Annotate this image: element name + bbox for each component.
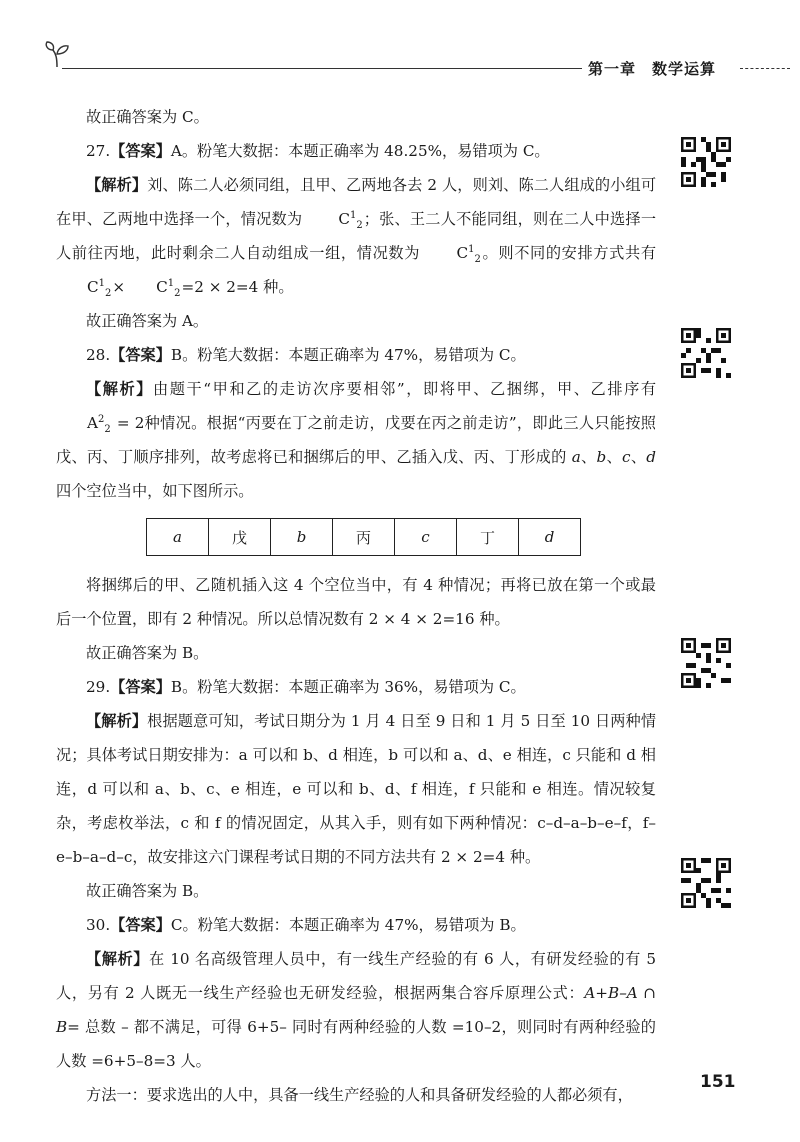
page-content <box>56 100 656 1112</box>
page-header <box>0 0 800 90</box>
q29-number: 29. <box>86 678 111 696</box>
q29-conclusion: 故正确答案为 B。 <box>86 882 209 900</box>
q30-number: 30. <box>86 916 111 934</box>
q29-answer <box>56 670 656 704</box>
q28-answer-text: B。粉笔大数据：本题正确率为 47%，易错项为 C。 <box>170 346 526 364</box>
q27-explanation-label: 【解析】 <box>86 176 148 194</box>
q27-answer-label: 【答案】 <box>110 142 171 160</box>
q30-answer-text: C。粉笔大数据：本题正确率为 47%，易错项为 B。 <box>170 916 526 934</box>
q27-explanation: 【解析】刘、陈二人必须同组，且甲、乙两地各去 2 人，则刘、陈二人组成的小组可在甲、乙两地中选择一个，情况数为 $C^1_2$；张、王二人不能同组，则在二人中选择一人前往丙地，此时剩余二人自动组成一组，情况数为 $C^1_2$。则不同的安排方式共有 $C^1_2\times C^1_2=2 \times 2=4$ 种。 <box>56 168 656 304</box>
header-rule-left <box>62 68 582 69</box>
combination-c21: $C^1_2$ <box>156 277 181 300</box>
qr-code-icon[interactable] <box>681 638 731 688</box>
qr-code-icon[interactable] <box>681 137 731 187</box>
chapter-heading <box>588 58 716 79</box>
slot-cell: d <box>519 519 581 556</box>
q28-number: 28. <box>86 346 111 364</box>
combination-c21: $C^1_2$ <box>338 209 363 232</box>
q27-answer-text: A。粉笔大数据：本题正确率为 48.25%，易错项为 C。 <box>170 142 550 160</box>
q26-conclusion: 故正确答案为 C。 <box>86 108 209 126</box>
chapter-title: 数学运算 <box>652 60 717 78</box>
q27-answer <box>56 134 656 168</box>
table-row <box>147 519 581 556</box>
q28-conclusion: 故正确答案为 B。 <box>86 644 209 662</box>
q27-number: 27. <box>86 142 111 160</box>
q30-answer-label: 【答案】 <box>110 916 171 934</box>
slot-cell: a <box>147 519 209 556</box>
combination-c21: $C^1_2$ <box>87 277 112 300</box>
q28-explanation: 【解析】由题干“甲和乙的走访次序要相邻”，即将甲、乙捆绑，甲、乙排序有 $A^2_2 = 2$种情况。根据“丙要在丁之前走访，戊要在丙之前走访”，即此三人只能按照戊、丙、丁顺序排列，故考虑将已和捆绑后的甲、乙插入戊、丙、丁形成的 a、b、c、d 四个空位当中，如下图所示。 <box>56 380 657 500</box>
q30-method-one: 方法一：要求选出的人中，具备一线生产经验的人和具备研发经验的人都必须有， <box>86 1086 633 1104</box>
chapter-number: 第一章 <box>588 60 637 78</box>
slot-cell: 丁 <box>457 519 519 556</box>
slot-cell: 丙 <box>333 519 395 556</box>
q28-explanation-label: 【解析】 <box>86 380 154 398</box>
slot-cell: b <box>271 519 333 556</box>
header-rule-right <box>740 68 790 69</box>
slot-diagram-table <box>146 518 581 556</box>
q30-explanation: 【解析】在 10 名高级管理人员中，有一线生产经验的有 6 人，有研发经验的有 5 人，另有 2 人既无一线生产经验也无研发经验，根据两集合容斥原理公式：A+B–A ∩ B= 总数 – 都不满足，可得 6+5– 同时有两种经验的人数 =10–2，则同时有两种经验的人数 =6+5–8=3 人。 <box>56 950 656 1070</box>
q29-explanation-label: 【解析】 <box>86 712 148 730</box>
q28-answer-label: 【答案】 <box>110 346 171 364</box>
q28-after-table: 将捆绑后的甲、乙随机插入这 4 个空位当中，有 4 种情况；再将已放在第一个或最后一个位置，即有 2 种情况。所以总情况数有 2 × 4 × 2=16 种。 <box>56 576 656 628</box>
qr-code-icon[interactable] <box>681 858 731 908</box>
q28-answer <box>56 338 656 372</box>
qr-code-icon[interactable] <box>681 328 731 378</box>
page-number: 151 <box>700 1072 736 1092</box>
set-formula: A+B–A ∩ B <box>56 984 656 1036</box>
q29-answer-text: B。粉笔大数据：本题正确率为 36%，易错项为 C。 <box>170 678 526 696</box>
q29-answer-label: 【答案】 <box>110 678 171 696</box>
q29-explanation: 【解析】根据题意可知，考试日期分为 1 月 4 日至 9 日和 1 月 5 日至 10 日两种情况；具体考试日期安排为：a 可以和 b、d 相连，b 可以和 a、d、e 相连，c 只能和 d 相连，d 可以和 a、b、c、e 相连，e 可以和 b、d、f 相连，f 只能和 e 相连。情况较复杂，考虑枚举法，c 和 f 的情况固定，从其入手，则有如下两种情况：c–d–a–b–e–f，f–e–b–a–d–c，故安排这六门课程考试日期的不同方法共有 2 × 2=4 种。 <box>56 712 657 866</box>
slot-cell: c <box>395 519 457 556</box>
combination-c21: $C^1_2$ <box>456 243 481 266</box>
q30-explanation-label: 【解析】 <box>86 950 150 968</box>
slot-cell: 戊 <box>209 519 271 556</box>
q27-conclusion: 故正确答案为 A。 <box>86 312 209 330</box>
arrangement-a22: $A^2_2$ <box>87 413 111 436</box>
q30-answer <box>56 908 656 942</box>
